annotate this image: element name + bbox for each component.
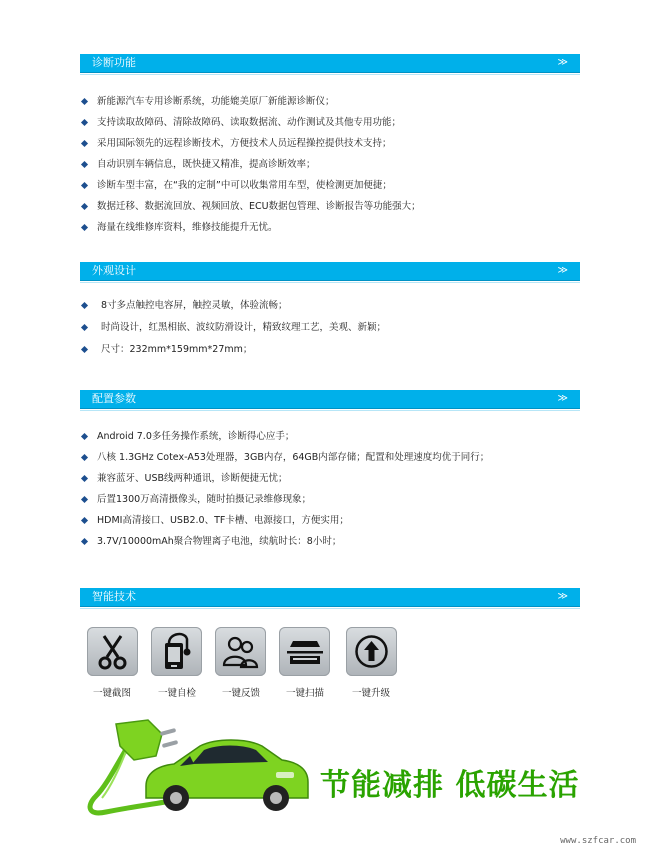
bullet-icon [81, 140, 88, 147]
bullet-icon [81, 324, 88, 331]
list-item: 采用国际领先的远程诊断技术，方便技术人员远程操控提供技术支持； [80, 137, 580, 150]
upgrade-tile[interactable] [346, 627, 397, 676]
section-header-bar [80, 588, 580, 607]
scanner-icon [279, 627, 330, 676]
section-appearance [80, 262, 580, 355]
bullet-icon [81, 161, 88, 168]
list-item: 八核 1.3GHz Cotex-A53处理器，3GB内存，64GB内部存储；配置和处理速度均优于同行； [80, 451, 580, 464]
scan-tile[interactable] [279, 627, 330, 676]
double-chevron-icon: ≫ [557, 393, 568, 404]
section-title: 智能技术 [92, 590, 136, 603]
list-item: 兼容蓝牙、USB线两种通讯，诊断便捷无忧； [80, 472, 580, 485]
section-header-bar [80, 390, 580, 409]
feature-icon-row [80, 627, 420, 707]
list-item: 支持读取故障码、清除故障码、读取数据流、动作测试及其他专用功能； [80, 116, 580, 129]
feedback-tile[interactable] [215, 627, 266, 676]
feature-label: 一键扫描 [285, 688, 324, 699]
double-chevron-icon: ≫ [557, 57, 568, 68]
feature-list [80, 299, 580, 356]
bullet-icon [81, 224, 88, 231]
list-item: 数据迁移、数据流回放、视频回放、ECU数据包管理、诊断报告等功能强大； [80, 200, 580, 213]
section-title: 诊断功能 [92, 56, 136, 69]
stethoscope-device-icon [151, 627, 202, 676]
upgrade-arrow-icon [346, 627, 397, 676]
list-item: 自动识别车辆信息，既快捷又精准，提高诊断效率； [80, 158, 580, 171]
electric-car-illustration [76, 716, 316, 826]
watermark: www.szfcar.com [560, 836, 636, 846]
bullet-icon [81, 454, 88, 461]
section-header-bar [80, 54, 580, 73]
feature-label: 一键反馈 [221, 688, 260, 699]
bullet-icon [81, 346, 88, 353]
screenshot-tile[interactable] [87, 627, 138, 676]
list-item: 海量在线维修库资料，维修技能提升无忧。 [80, 221, 580, 234]
feature-label: 一键截图 [92, 688, 131, 699]
list-item: Android 7.0多任务操作系统，诊断得心应手； [80, 430, 580, 443]
scissors-icon [87, 627, 138, 676]
feature-label: 一键自检 [157, 688, 196, 699]
list-item: HDMI高清接口、USB2.0、TF卡槽、电源接口，方便实用； [80, 514, 580, 527]
feature-list [80, 95, 580, 234]
list-item: 尺寸：232mm*159mm*27mm； [80, 343, 580, 356]
list-item: 时尚设计，红黑相嵌、波纹防滑设计，精致纹理工艺，美观、新颖； [80, 321, 580, 334]
self-check-tile[interactable] [151, 627, 202, 676]
section-diagnosis [80, 54, 580, 233]
bullet-icon [81, 538, 88, 545]
users-icon [215, 627, 266, 676]
bullet-icon [81, 302, 88, 309]
list-item: 后置1300万高清摄像头，随时拍摄记录维修现象； [80, 493, 580, 506]
section-title: 外观设计 [92, 264, 136, 277]
section-header-bar [80, 262, 580, 281]
bullet-icon [81, 203, 88, 210]
feature-list [80, 430, 580, 548]
bullet-icon [81, 98, 88, 105]
bullet-icon [81, 182, 88, 189]
section-config [80, 390, 580, 547]
feature-label: 一键升级 [351, 688, 390, 699]
slogan-text: 节能减排 低碳生活 [320, 768, 580, 803]
list-item: 诊断车型丰富，在“我的定制”中可以收集常用车型，使检测更加便捷； [80, 179, 580, 192]
bullet-icon [81, 475, 88, 482]
bullet-icon [81, 433, 88, 440]
list-item: 新能源汽车专用诊断系统，功能媲美原厂新能源诊断仪； [80, 95, 580, 108]
bullet-icon [81, 496, 88, 503]
section-smart-tech [80, 588, 580, 607]
double-chevron-icon: ≫ [557, 265, 568, 276]
double-chevron-icon: ≫ [557, 591, 568, 602]
list-item: 8寸多点触控电容屏，触控灵敏，体验流畅； [80, 299, 580, 312]
bullet-icon [81, 119, 88, 126]
bullet-icon [81, 517, 88, 524]
section-title: 配置参数 [92, 392, 136, 405]
list-item: 3.7V/10000mAh聚合物锂离子电池，续航时长：8小时； [80, 535, 580, 548]
